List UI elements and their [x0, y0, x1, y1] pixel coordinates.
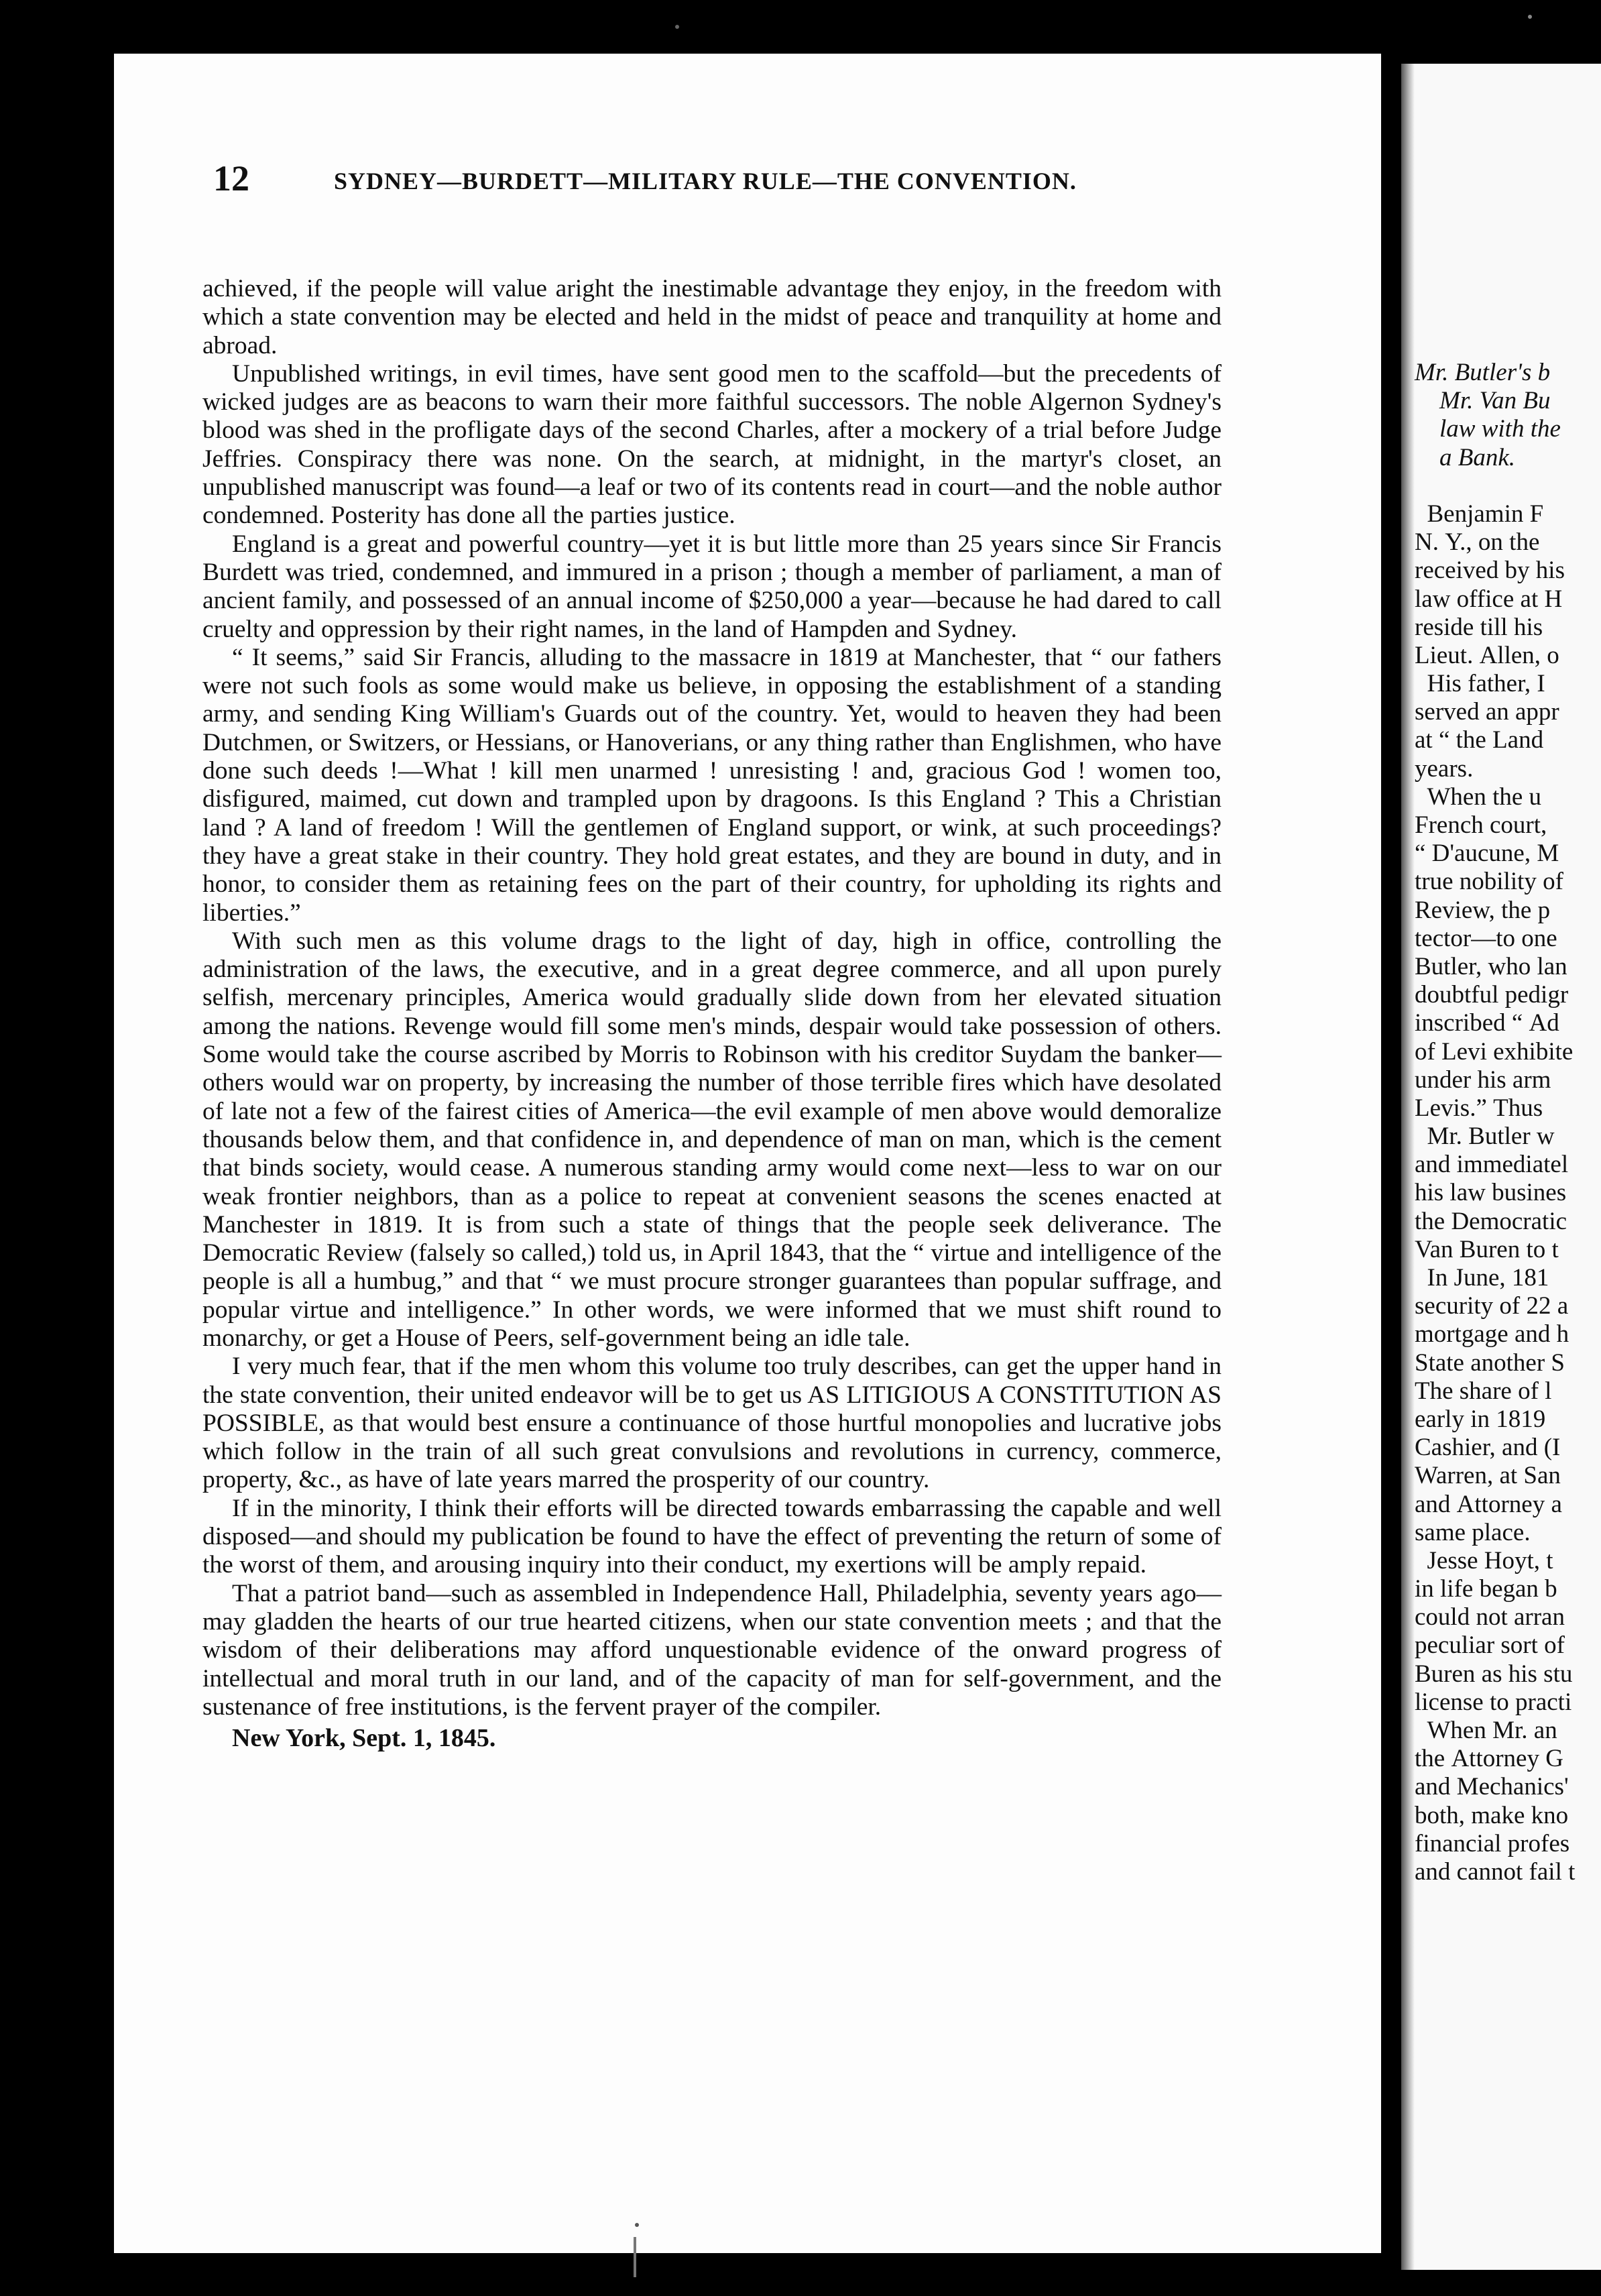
- facing-page-line: doubtful pedigr: [1415, 981, 1569, 1009]
- running-head: SYDNEY—BURDETT—MILITARY RULE—THE CONVENTION.: [334, 168, 1077, 194]
- page-gutter: [1401, 64, 1415, 2270]
- page-header: [213, 158, 1219, 205]
- facing-page-line: security of 22 a: [1415, 1292, 1569, 1320]
- paragraph-2: Unpublished writings, in evil times, have sent good men to the scaffold—but the precedents of wicked judges are as beacons to warn their more faithful successors. The noble Algernon Sydney's blood was shed in the profligate days of the second Charles, after a mockery of a trial before Judge Jeffries. Conspiracy there was none. On the search, at midnight, in the martyr's closet, an unpublished manuscript was found—a leaf or two of its contents read in court—and the noble author condemned. Posterity has done all the parties justice.: [202, 359, 1222, 530]
- facing-page-line: his law busines: [1415, 1179, 1567, 1207]
- facing-page-line: tector—to one: [1415, 924, 1557, 952]
- facing-page-line: the Attorney G: [1415, 1745, 1563, 1773]
- facing-page-line: inscribed “ Ad: [1415, 1009, 1559, 1037]
- facing-page-line: under his arm: [1415, 1066, 1551, 1094]
- facing-page-text: [1415, 359, 1575, 1886]
- facing-page-line: in life began b: [1415, 1575, 1557, 1603]
- facing-page-line: “ D'aucune, M: [1415, 840, 1559, 868]
- facing-page-line: Lieut. Allen, o: [1415, 641, 1559, 669]
- facing-page-line: French court,: [1415, 811, 1547, 839]
- facing-page-line: His father, I: [1415, 670, 1545, 698]
- paragraph-3: England is a great and powerful country—yet it is but little more than 25 years since Sir Francis Burdett was tried, condemned, and immured in a prison ; though a member of parliament, a man of ancient family, and possessed of an annual income of $250,000 a year—because he had dared to call cruelty and oppression by their right names, in the land of Hampden and Sydney.: [202, 530, 1222, 643]
- page-number: 12: [213, 158, 249, 198]
- facing-page-line: Benjamin F: [1415, 500, 1544, 528]
- facing-page-line: a Bank.: [1415, 443, 1516, 471]
- facing-page-line: Mr. Butler's b: [1415, 359, 1551, 386]
- paragraph-4: “ It seems,” said Sir Francis, alluding to the massacre in 1819 at Manchester, that “ our fathers were not such fools as some would make us believe, in opposing the establishment of a standing army, and sending King William's Guards out of the country. Yet, would to heaven they had been Dutchmen, or Switzers, or Hessians, or Hanoverians, or any thing rather than Englishmen, who have done such deeds !—What ! kill men unarmed ! unresisting ! and, gracious God ! women too, disfigured, maimed, cut down and trampled upon by dragoons. Is this England ? This a Christian land ? A land of freedom ! Will the gentlemen of England support, or wink, at such proceedings? they have a great stake in their country. They hold great estates, and they are bound in duty, and in honor, to consider them as retaining fees on the part of their country, for upholding its rights and liberties.”: [202, 643, 1222, 927]
- facing-page-line: Mr. Van Bu: [1415, 387, 1551, 415]
- facing-page-line: received by his: [1415, 557, 1565, 585]
- facing-page-line: and Mechanics': [1415, 1773, 1569, 1801]
- facing-page-line: Jesse Hoyt, t: [1415, 1546, 1553, 1574]
- facing-page-line: Cashier, and (I: [1415, 1434, 1561, 1462]
- facing-page-line: Van Buren to t: [1415, 1235, 1559, 1263]
- facing-page-line: reside till his: [1415, 613, 1543, 641]
- facing-page-line: the Democratic: [1415, 1207, 1567, 1235]
- facing-page-line: N. Y., on the: [1415, 528, 1540, 557]
- facing-page-line: The share of l: [1415, 1377, 1552, 1405]
- facing-page-line: true nobility of: [1415, 868, 1563, 896]
- facing-page-line: and immediatel: [1415, 1151, 1569, 1179]
- facing-page-line: early in 1819: [1415, 1405, 1546, 1433]
- facing-page-line: license to practi: [1415, 1688, 1572, 1716]
- facing-page-line: at “ the Land: [1415, 726, 1544, 754]
- facing-page-line: same place.: [1415, 1518, 1531, 1546]
- facing-page-line: When the u: [1415, 783, 1542, 811]
- paragraph-7: If in the minority, I think their efforts will be directed towards embarrassing the capable and well disposed—and should my publication be found to have the effect of preventing the return of some of the worst of them, and arousing inquiry into their conduct, my exertions will be amply repaid.: [202, 1494, 1222, 1579]
- facing-page-line: Mr. Butler w: [1415, 1123, 1555, 1151]
- facing-page-line: In June, 181: [1415, 1264, 1549, 1292]
- facing-page-line: State another S: [1415, 1348, 1565, 1377]
- facing-page-line: years.: [1415, 754, 1474, 783]
- facing-page-line: law with the: [1415, 415, 1561, 443]
- facing-page-line: financial profes: [1415, 1829, 1570, 1857]
- signature-dateline: New York, Sept. 1, 1845.: [232, 1724, 496, 1753]
- facing-page-line: of Levi exhibite: [1415, 1037, 1574, 1066]
- facing-page-line: and Attorney a: [1415, 1490, 1562, 1518]
- facing-page-line: peculiar sort of: [1415, 1631, 1565, 1660]
- paragraph-8: That a patriot band—such as assembled in Independence Hall, Philadelphia, seventy years ago—may gladden the hearts of our true hearted citizens, when our state convention meets ; and that the wisdom of their deliberations may afford unquestionable evidence of the onward progress of intellectual and moral truth in our land, and of the capacity of man for self-government, and the sustenance of free institutions, is the fervent prayer of the compiler.: [202, 1579, 1222, 1721]
- facing-page-line: served an appr: [1415, 698, 1559, 726]
- facing-page-line: Review, the p: [1415, 896, 1551, 924]
- facing-page-line: Warren, at San: [1415, 1462, 1561, 1490]
- body-text: [202, 275, 1222, 1752]
- paragraph-6: I very much fear, that if the men whom this volume too truly describes, can get the upper hand in the state convention, their united endeavor will be to get us AS LITIGIOUS A CONSTITUTION AS POSSIBLE, as that would best ensure a continuance of those hurtful monopolies and lucrative jobs which follow in the train of all such great convulsions and revolutions in currency, commerce, property, &c., as have of late years marred the prosperity of our country.: [202, 1353, 1222, 1494]
- facing-page-line: Buren as his stu: [1415, 1660, 1573, 1688]
- facing-page-line: [1415, 472, 1575, 500]
- facing-page-line: Levis.” Thus: [1415, 1094, 1543, 1122]
- facing-page-line: could not arran: [1415, 1603, 1565, 1631]
- facing-page-line: mortgage and h: [1415, 1320, 1569, 1348]
- facing-page-line: and cannot fail t: [1415, 1857, 1576, 1886]
- facing-page-line: both, make kno: [1415, 1801, 1569, 1829]
- facing-page-line: When Mr. an: [1415, 1717, 1557, 1744]
- facing-page: [1401, 64, 1601, 2270]
- facing-page-line: Butler, who lan: [1415, 952, 1567, 980]
- facing-page-line: law office at H: [1415, 585, 1563, 613]
- paragraph-1: achieved, if the people will value aright the inestimable advantage they enjoy, in the freedom with which a state convention may be elected and held in the midst of peace and tranquility at home and abroad.: [202, 275, 1222, 359]
- paragraph-5: With such men as this volume drags to the light of day, high in office, controlling the administration of the laws, the executive, and in a great degree commerce, and all upon purely selfish, mercenary principles, America would gradually slide down from her elevated situation among the nations. Revenge would fill some men's minds, despair would take possession of others. Some would take the course ascribed by Morris to Robinson with his creditor Suydam the banker—others would war on property, by increasing the number of those terrible fires which have desolated of late not a few of the fairest cities of America—the evil example of men above would demoralize thousands below them, and that confidence in, and dependence of man on man, which is the cement that binds society, would cease. A numerous standing army would come next—less to war on our weak frontier neighbors, than as a police to repeat at convenient seasons the scenes enacted at Manchester in 1819. It is from such a state of things that the people seek deliverance. The Democratic Review (falsely so called,) told us, in April 1843, that the “ virtue and intelligence of the people is all a humbug,” and that “ we must procure stronger guarantees than popular suffrage, and popular virtue and intelligence.” In other words, we were informed that we must shift round to monarchy, or get a House of Peers, self-government being an idle tale.: [202, 927, 1222, 1352]
